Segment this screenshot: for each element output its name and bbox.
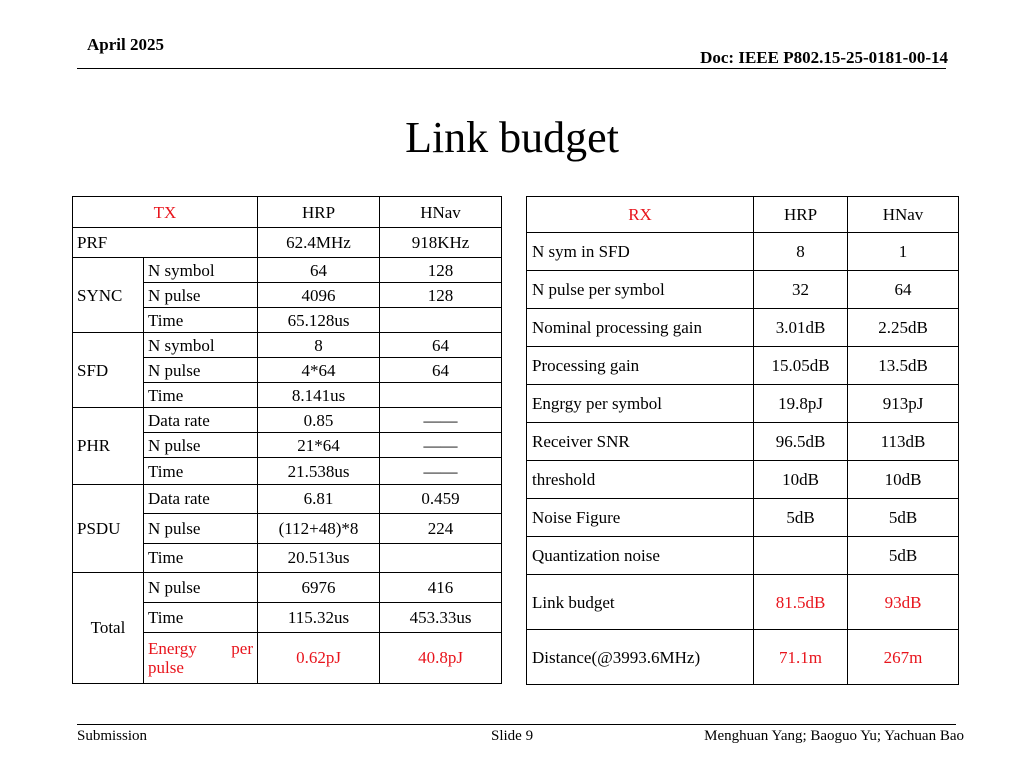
table-cell: Time [144, 543, 258, 572]
table-cell: N pulse per symbol [527, 271, 754, 309]
table-row [527, 499, 959, 537]
table-cell: 96.5dB [754, 423, 848, 461]
rx-header-hrp: HRP [754, 197, 848, 233]
rx-header-hnav: HNav [848, 197, 959, 233]
table-cell: 93dB [848, 575, 959, 630]
table-cell: Link budget [527, 575, 754, 630]
table-cell: Distance(@3993.6MHz) [527, 630, 754, 685]
table-cell: Receiver SNR [527, 423, 754, 461]
table-cell: 1 [848, 233, 959, 271]
table-cell: 416 [380, 572, 502, 602]
group-label-total: Total [73, 572, 144, 683]
footer-slide-number: Slide 9 [491, 728, 534, 744]
rx-row-distance [527, 630, 959, 685]
table-cell: —— [380, 408, 502, 433]
table-row [73, 258, 502, 283]
slide-title: Link budget [405, 113, 619, 162]
table-cell: 64 [258, 258, 380, 283]
table-cell: 453.33us [380, 602, 502, 632]
table-cell: N pulse [144, 283, 258, 308]
table-cell: 65.128us [258, 308, 380, 333]
table-cell: 71.1m [754, 630, 848, 685]
table-row [73, 484, 502, 513]
table-cell: 20.513us [258, 543, 380, 572]
table-cell: threshold [527, 461, 754, 499]
table-row [73, 408, 502, 433]
table-cell: 8 [258, 333, 380, 358]
table-cell [380, 308, 502, 333]
table-cell: 13.5dB [848, 347, 959, 385]
table-cell: 918KHz [380, 228, 502, 258]
table-cell: 3.01dB [754, 309, 848, 347]
table-cell: Time [144, 458, 258, 484]
table-cell: 128 [380, 283, 502, 308]
table-row [527, 461, 959, 499]
table-row [527, 271, 959, 309]
rx-row-link-budget [527, 575, 959, 630]
table-cell: 19.8pJ [754, 385, 848, 423]
table-cell: 4096 [258, 283, 380, 308]
table-cell: 267m [848, 630, 959, 685]
table-cell: 6.81 [258, 484, 380, 513]
table-cell: 62.4MHz [258, 228, 380, 258]
table-cell: N pulse [144, 358, 258, 383]
table-cell: 0.85 [258, 408, 380, 433]
rx-table [526, 196, 959, 685]
tx-header-label: TX [73, 197, 258, 228]
table-cell: N pulse [144, 433, 258, 458]
table-cell: 10dB [848, 461, 959, 499]
table-cell: 40.8pJ [380, 632, 502, 683]
table-cell: PRF [73, 228, 258, 258]
table-row [527, 385, 959, 423]
table-cell: N symbol [144, 333, 258, 358]
table-cell: 128 [380, 258, 502, 283]
energy-label-cell [144, 632, 258, 683]
table-cell: 113dB [848, 423, 959, 461]
table-cell: Time [144, 602, 258, 632]
table-cell: 10dB [754, 461, 848, 499]
table-cell: 0.62pJ [258, 632, 380, 683]
table-cell: Processing gain [527, 347, 754, 385]
group-label-sfd: SFD [73, 333, 144, 408]
group-label-psdu: PSDU [73, 484, 144, 572]
footer-divider [77, 724, 956, 725]
table-cell: 81.5dB [754, 575, 848, 630]
table-cell: Data rate [144, 484, 258, 513]
table-row [527, 537, 959, 575]
table-cell: N sym in SFD [527, 233, 754, 271]
table-row [527, 347, 959, 385]
group-label-phr: PHR [73, 408, 144, 484]
table-cell: Quantization noise [527, 537, 754, 575]
table-cell: 0.459 [380, 484, 502, 513]
table-cell: N pulse [144, 513, 258, 543]
rx-header-label: RX [527, 197, 754, 233]
table-cell: Data rate [144, 408, 258, 433]
header-divider [77, 68, 946, 69]
footer-submission: Submission [77, 728, 148, 744]
table-cell [380, 383, 502, 408]
table-row [73, 572, 502, 602]
table-cell: 2.25dB [848, 309, 959, 347]
table-cell: 32 [754, 271, 848, 309]
table-cell: Time [144, 383, 258, 408]
tx-header-row [73, 197, 502, 228]
table-cell: Engrgy per symbol [527, 385, 754, 423]
table-row [527, 423, 959, 461]
table-cell: —— [380, 433, 502, 458]
table-cell: 5dB [848, 537, 959, 575]
footer-authors: Menghuan Yang; Baoguo Yu; Yachuan Bao [704, 728, 964, 744]
table-cell: Nominal processing gain [527, 309, 754, 347]
table-cell: 15.05dB [754, 347, 848, 385]
table-cell: Noise Figure [527, 499, 754, 537]
rx-header-row [527, 197, 959, 233]
energy-label-word: per [231, 638, 254, 658]
energy-label-word: pulse [148, 657, 184, 677]
table-cell: (112+48)*8 [258, 513, 380, 543]
header-date: April 2025 [87, 35, 164, 54]
table-cell [380, 543, 502, 572]
table-cell: 5dB [754, 499, 848, 537]
table-cell: 4*64 [258, 358, 380, 383]
table-cell: 8.141us [258, 383, 380, 408]
group-label-sync: SYNC [73, 258, 144, 333]
table-cell: 21.538us [258, 458, 380, 484]
table-row [73, 333, 502, 358]
table-cell: 21*64 [258, 433, 380, 458]
table-row [527, 309, 959, 347]
table-cell: N symbol [144, 258, 258, 283]
table-cell: —— [380, 458, 502, 484]
tx-header-hnav: HNav [380, 197, 502, 228]
table-cell: 6976 [258, 572, 380, 602]
table-cell: Time [144, 308, 258, 333]
energy-label-word: Energy [148, 638, 197, 658]
table-cell: 64 [380, 333, 502, 358]
table-cell: 64 [380, 358, 502, 383]
header-doc-id: Doc: IEEE P802.15-25-0181-00-14 [700, 48, 948, 67]
tx-header-hrp: HRP [258, 197, 380, 228]
tx-table [72, 196, 502, 684]
table-cell: N pulse [144, 572, 258, 602]
table-cell: 64 [848, 271, 959, 309]
table-cell: 913pJ [848, 385, 959, 423]
table-cell: 5dB [848, 499, 959, 537]
table-cell: 8 [754, 233, 848, 271]
table-cell [754, 537, 848, 575]
table-cell: 115.32us [258, 602, 380, 632]
table-row [527, 233, 959, 271]
tx-row-prf [73, 228, 502, 258]
table-cell: 224 [380, 513, 502, 543]
